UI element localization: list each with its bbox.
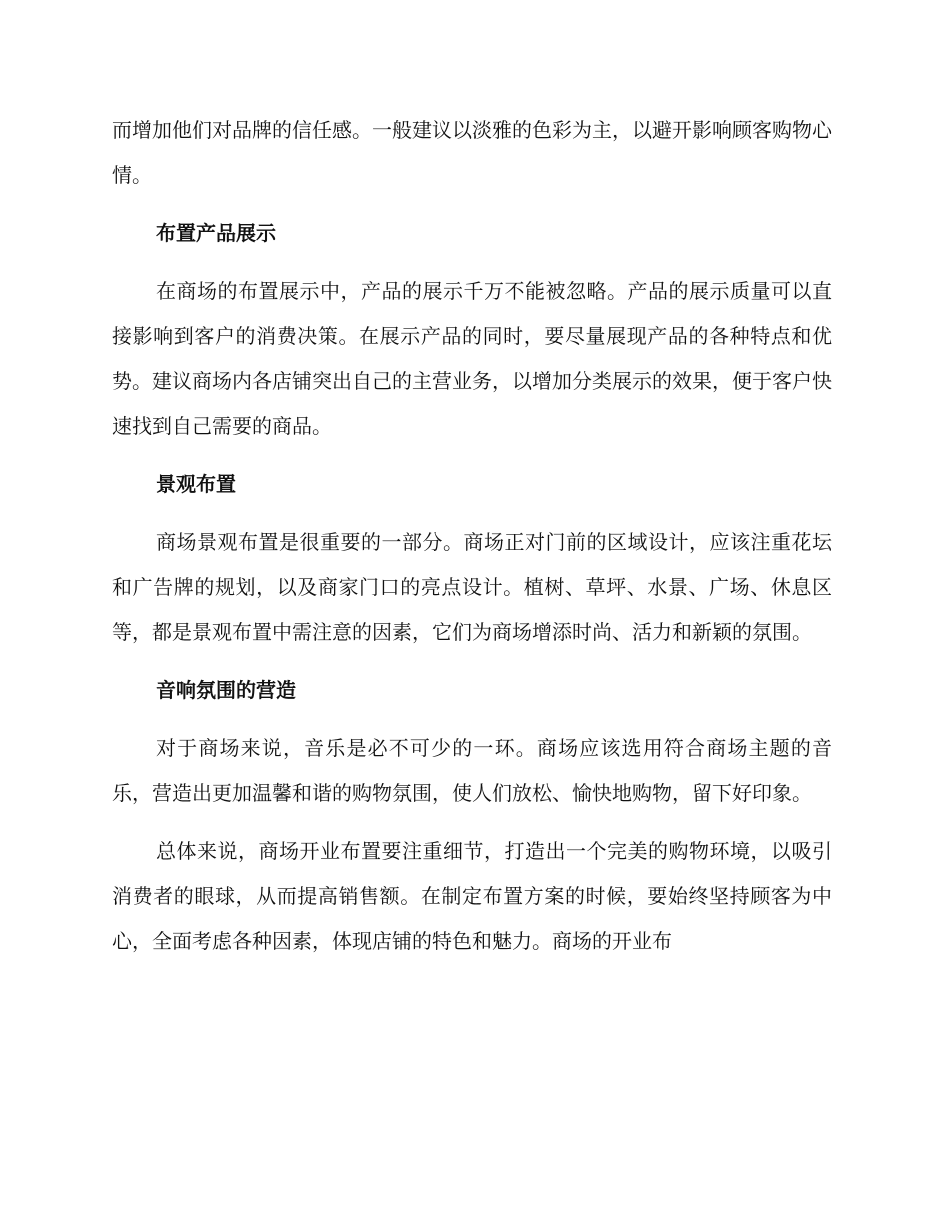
section-audio-atmosphere (112, 668, 832, 816)
section-body-paragraph: 对于商场来说，音乐是必不可少的一环。商场应该选用符合商场主题的音乐，营造出更加温馨和谐的购物氛围，使人们放松、愉快地购物，留下好印象。 (112, 736, 832, 805)
section-body-paragraph: 商场景观布置是很重要的一部分。商场正对门前的区域设计，应该注重花坛和广告牌的规划，以及商家门口的亮点设计。植树、草坪、水景、广场、休息区等，都是景观布置中需注意的因素，它们为商场增添时尚、活力和新颖的氛围。 (112, 530, 832, 644)
document-page (112, 108, 832, 964)
section-heading: 景观布置 (156, 472, 236, 496)
section-body-paragraph: 在商场的布置展示中，产品的展示千万不能被忽略。产品的展示质量可以直接影响到客户的消费决策。在展示产品的同时，要尽量展现产品的各种特点和优势。建议商场内各店铺突出自己的主营业务，以增加分类展示的效果，便于客户快速找到自己需要的商品。 (112, 279, 832, 438)
section-heading: 音响氛围的营造 (156, 678, 296, 702)
section-product-display (112, 211, 832, 449)
section-heading: 布置产品展示 (156, 221, 276, 245)
section-landscape (112, 462, 832, 655)
conclusion-paragraph: 总体来说，商场开业布置要注重细节，打造出一个完美的购物环境，以吸引消费者的眼球，从而提高销售额。在制定布置方案的时候，要始终坚持顾客为中心，全面考虑各种因素，体现店铺的特色和魅力。商场的开业布 (112, 839, 832, 953)
intro-continuation-paragraph: 而增加他们对品牌的信任感。一般建议以淡雅的色彩为主，以避开影响顾客购物心情。 (112, 118, 832, 187)
